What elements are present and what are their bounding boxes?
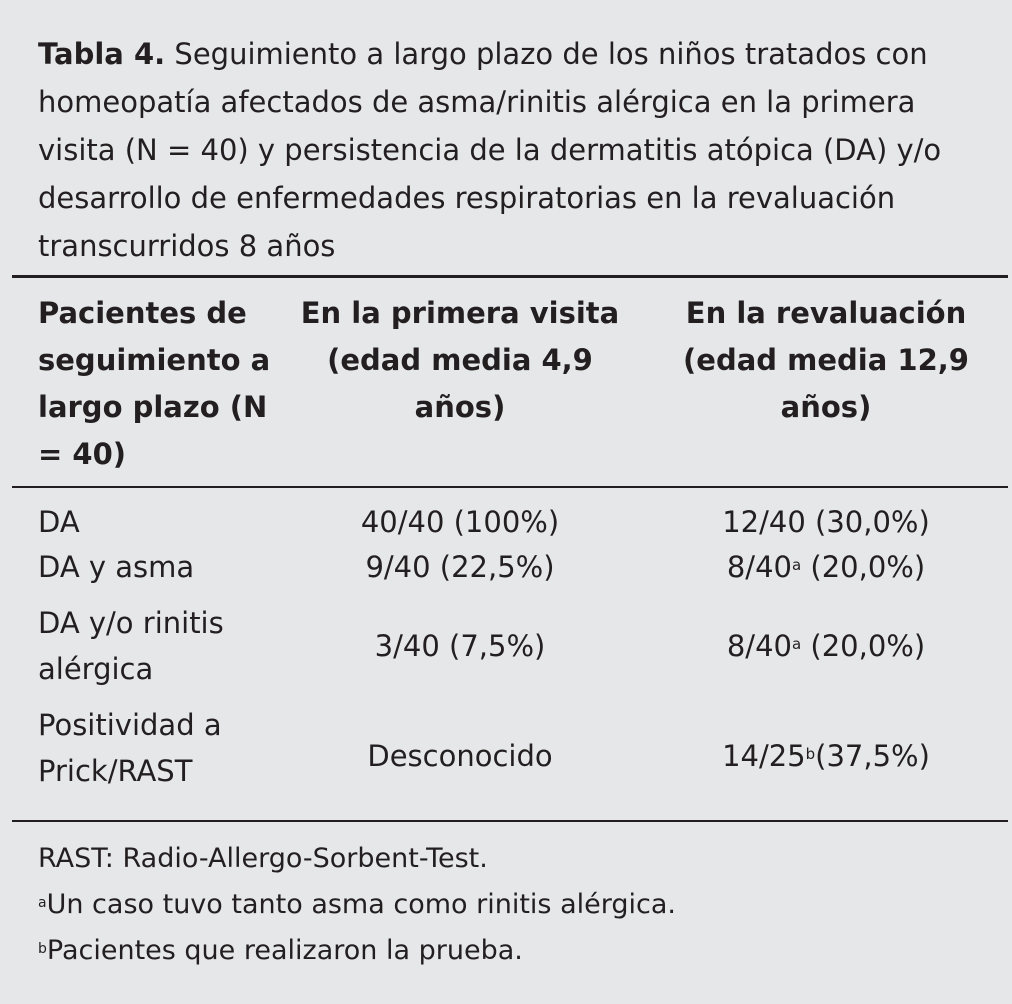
revaluation-value: 12/40 (30,0%) [722,505,930,539]
revaluation-percent: (20,0%) [801,629,926,663]
revaluation-percent: (20,0%) [801,550,926,584]
first-visit-value: 9/40 (22,5%) [365,550,555,584]
caption-text: Seguimiento a largo plazo de los niños tratados con homeopatía afectados de asma/rinitis alérgica en la primera visita (N = 40) y persistencia de la dermatitis atópica (DA) y/o desarrollo de enfermedades respiratorias en la revaluación transcurridos 8 años [38,37,942,263]
column-header-revaluation: En la revaluación (edad media 12,9 años) [683,296,969,424]
column-header-first-visit: En la primera visita (edad media 4,9 años) [300,296,620,424]
footnote-mark: b [805,745,816,763]
revaluation-count: 8/40 [726,629,792,663]
revaluation-percent: (37,5%) [815,739,930,773]
first-visit-value: 40/40 (100%) [360,505,560,539]
row-label: DA y asma [38,550,195,584]
footnote-b-text: Pacientes que realizaron la prueba. [46,935,523,966]
revaluation-count: 8/40 [726,550,792,584]
footnote-mark: a [791,556,802,574]
revaluation-value [650,733,1002,779]
first-visit-value: Desconocido [367,739,553,773]
footnote-a-text: Un caso tuvo tanto asma como rinitis alérgica. [46,889,676,920]
footer-rule [12,820,1008,822]
footnote-b-mark: b [38,941,47,957]
top-rule [12,275,1008,278]
footnote-a [38,882,988,928]
table-label: Tabla 4. [38,37,166,71]
table-caption [38,30,988,270]
row-label: DA [38,505,80,539]
footnote-b [38,928,988,974]
header-rule [12,486,1008,488]
revaluation-value [650,623,1002,669]
revaluation-count: 14/25 [722,739,806,773]
footnote-a-mark: a [38,895,47,911]
first-visit-value: 3/40 (7,5%) [374,629,546,663]
column-header-patients: Pacientes de seguimiento a largo plazo (N = 40) [38,296,271,471]
table-footnotes [38,836,988,974]
revaluation-value [650,544,1002,590]
row-label: DA y/o rinitis alérgica [38,606,224,686]
footnote-mark: a [791,635,802,653]
row-label: Positividad a Prick/RAST [38,708,222,788]
footnote-rast: RAST: Radio-Allergo-Sorbent-Test. [38,843,488,874]
